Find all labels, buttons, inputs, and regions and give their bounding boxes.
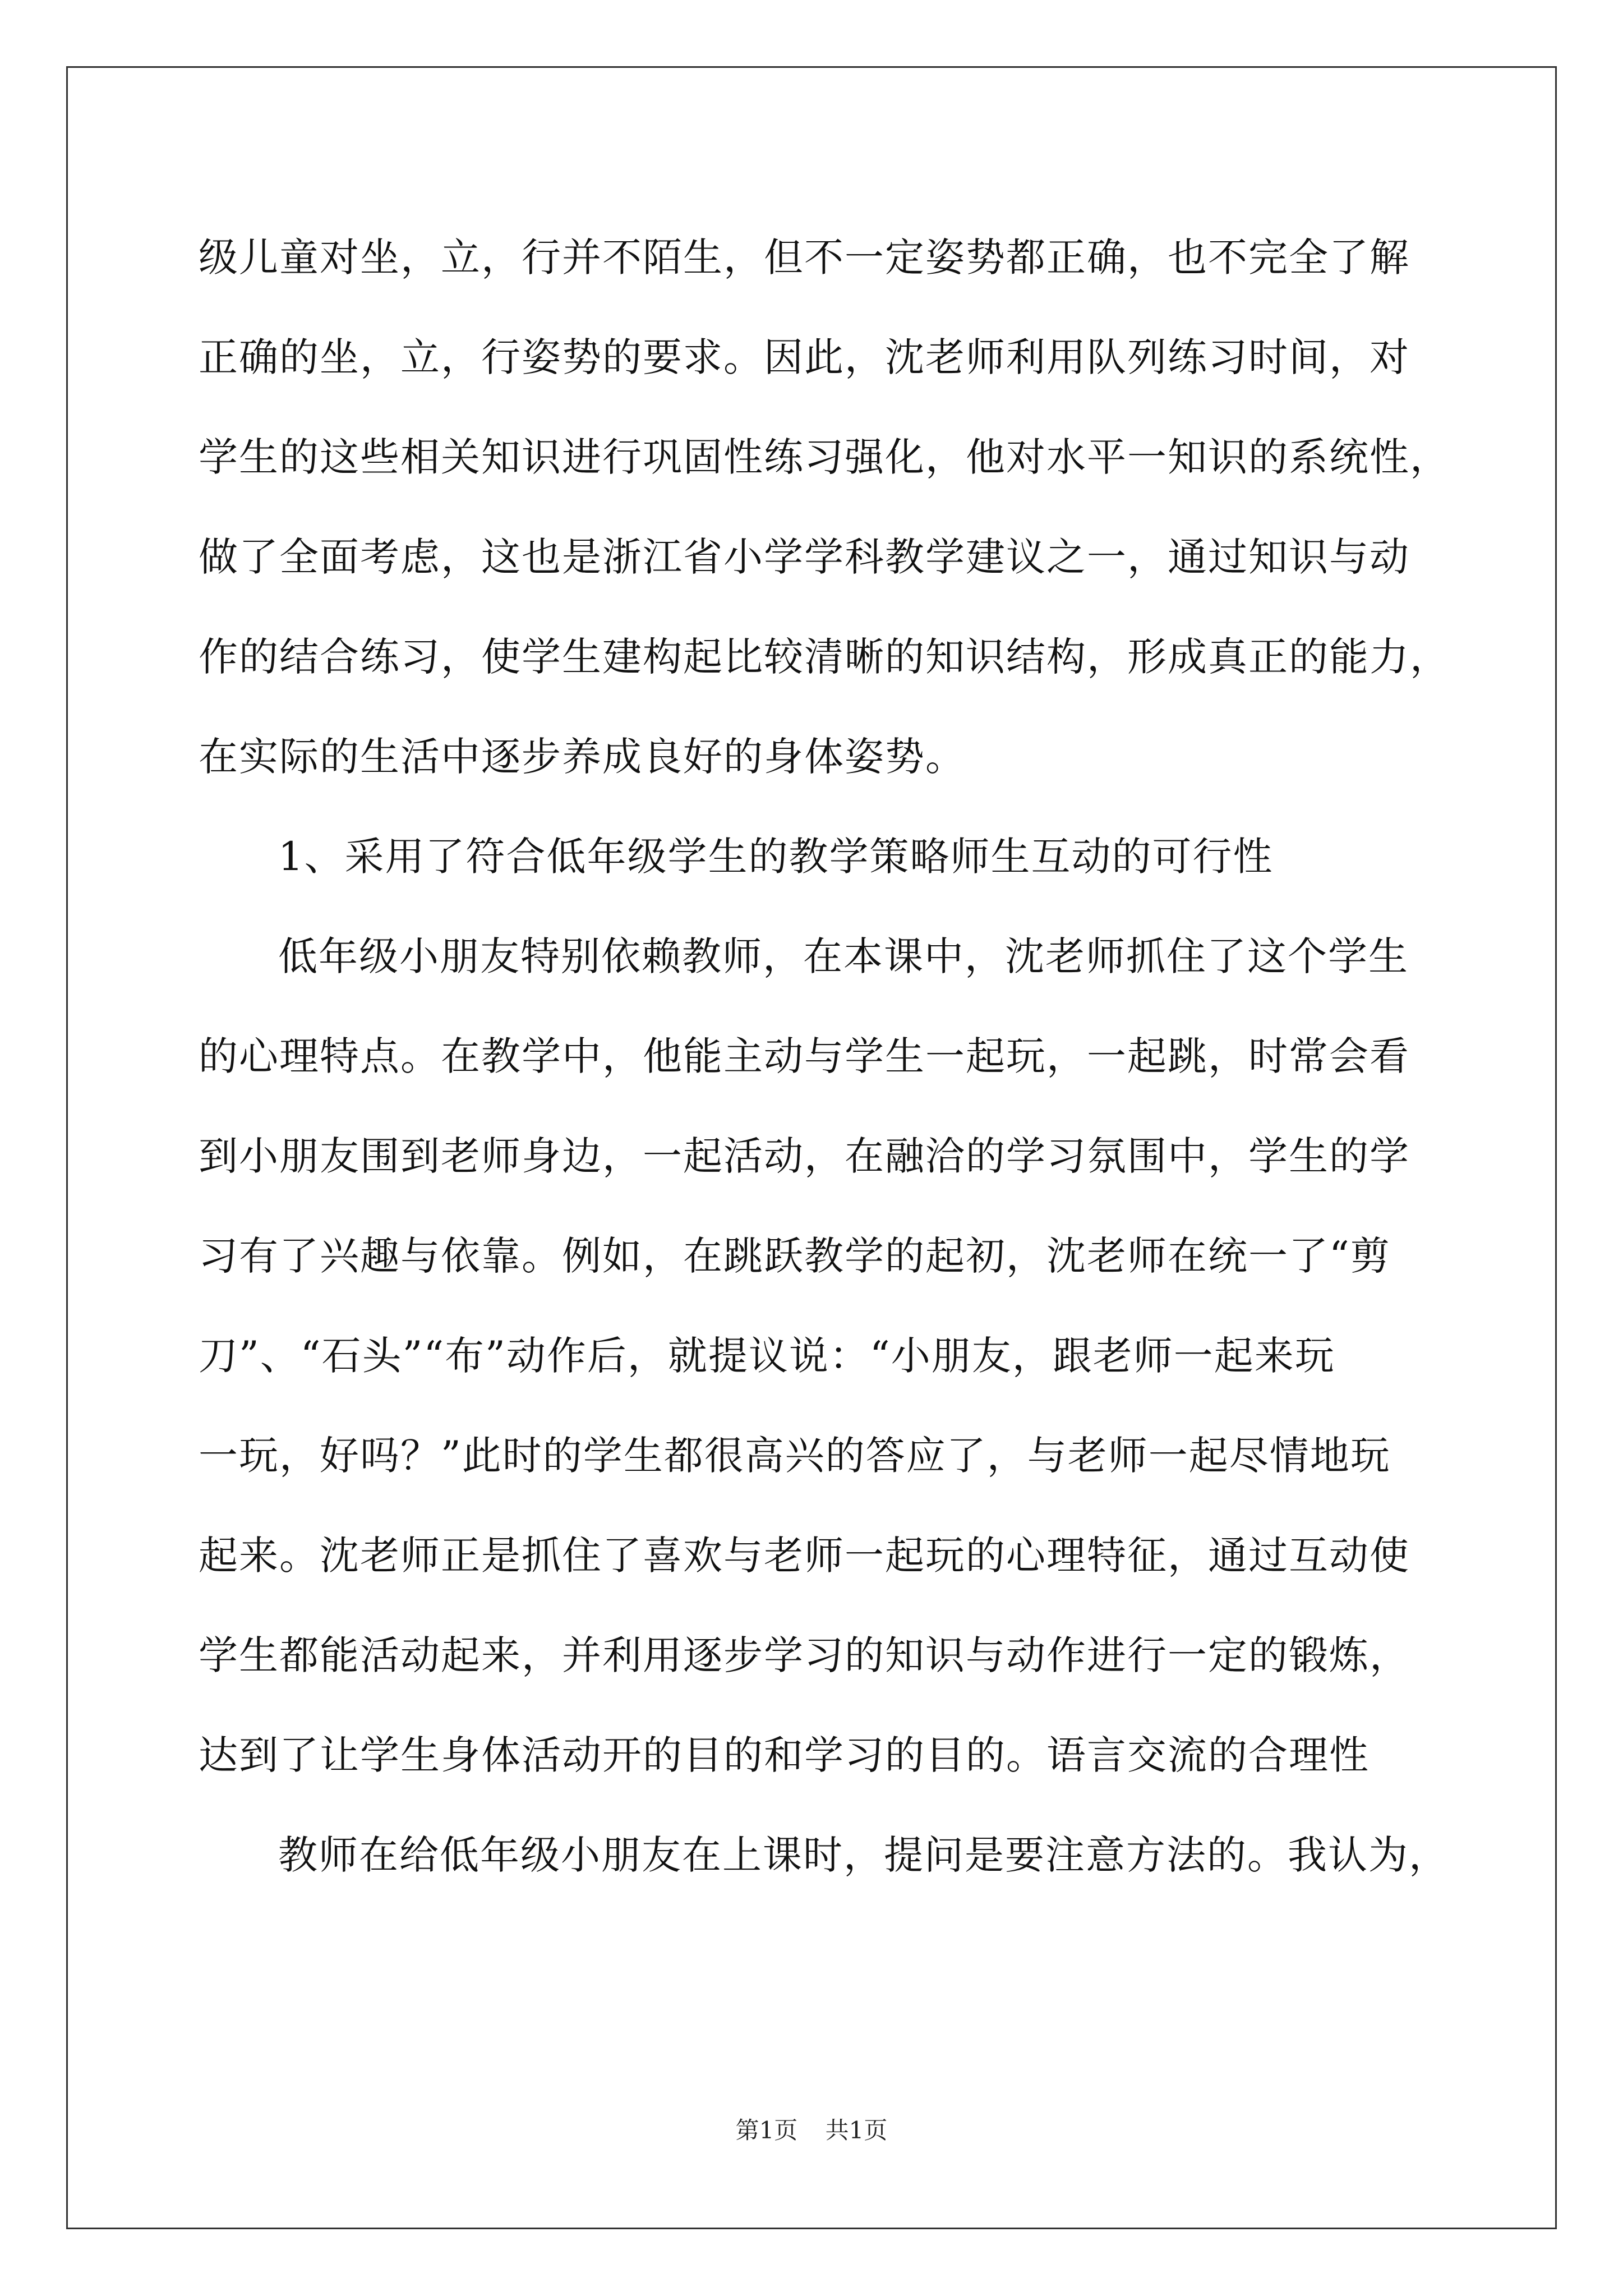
text-line: 到小朋友围到老师身边，一起活动，在融洽的学习氛围中，学生的学 xyxy=(199,1133,1410,1179)
section-heading: 1、采用了符合低年级学生的教学策略师生互动的可行性 xyxy=(278,834,1274,880)
text-line: 级儿童对坐，立，行并不陌生，但不一定姿势都正确，也不完全了解 xyxy=(199,234,1410,280)
text-line: 正确的坐，立，行姿势的要求。因此，沈老师利用队列练习时间，对 xyxy=(199,334,1410,380)
text-line: 学生都能活动起来，并利用逐步学习的知识与动作进行一定的锻炼， xyxy=(199,1632,1410,1678)
text-line: 起来。沈老师正是抓住了喜欢与老师一起玩的心理特征，通过互动使 xyxy=(199,1533,1410,1579)
page-number: 第1页 xyxy=(735,2116,798,2144)
total-pages: 共1页 xyxy=(825,2116,888,2144)
paragraph-start-line: 低年级小朋友特别依赖教师，在本课中，沈老师抓住了这个学生 xyxy=(278,933,1409,979)
text-line: 习有了兴趣与依靠。例如，在跳跃教学的起初，沈老师在统一了“剪 xyxy=(199,1233,1391,1279)
text-line: 达到了让学生身体活动开的目的和学习的目的。语言交流的合理性 xyxy=(199,1732,1370,1778)
page-footer xyxy=(0,2114,1623,2147)
text-line: 学生的这些相关知识进行巩固性练习强化，他对水平一知识的系统性， xyxy=(199,434,1450,480)
text-line: 作的结合练习，使学生建构起比较清晰的知识结构，形成真正的能力， xyxy=(199,634,1450,680)
text-line: 做了全面考虑，这也是浙江省小学学科教学建议之一，通过知识与动 xyxy=(199,534,1410,580)
text-line: 在实际的生活中逐步养成良好的身体姿势。 xyxy=(199,734,966,780)
text-line: 的心理特点。在教学中，他能主动与学生一起玩，一起跳，时常会看 xyxy=(199,1033,1410,1079)
paragraph-start-line: 教师在给低年级小朋友在上课时，提问是要注意方法的。我认为， xyxy=(278,1832,1449,1878)
text-line: 一玩，好吗？”此时的学生都很高兴的答应了，与老师一起尽情地玩 xyxy=(199,1433,1391,1479)
text-line: 刀”、“石头”“布”动作后，就提议说：“小朋友，跟老师一起来玩 xyxy=(199,1333,1335,1379)
document-body xyxy=(199,208,1450,1905)
